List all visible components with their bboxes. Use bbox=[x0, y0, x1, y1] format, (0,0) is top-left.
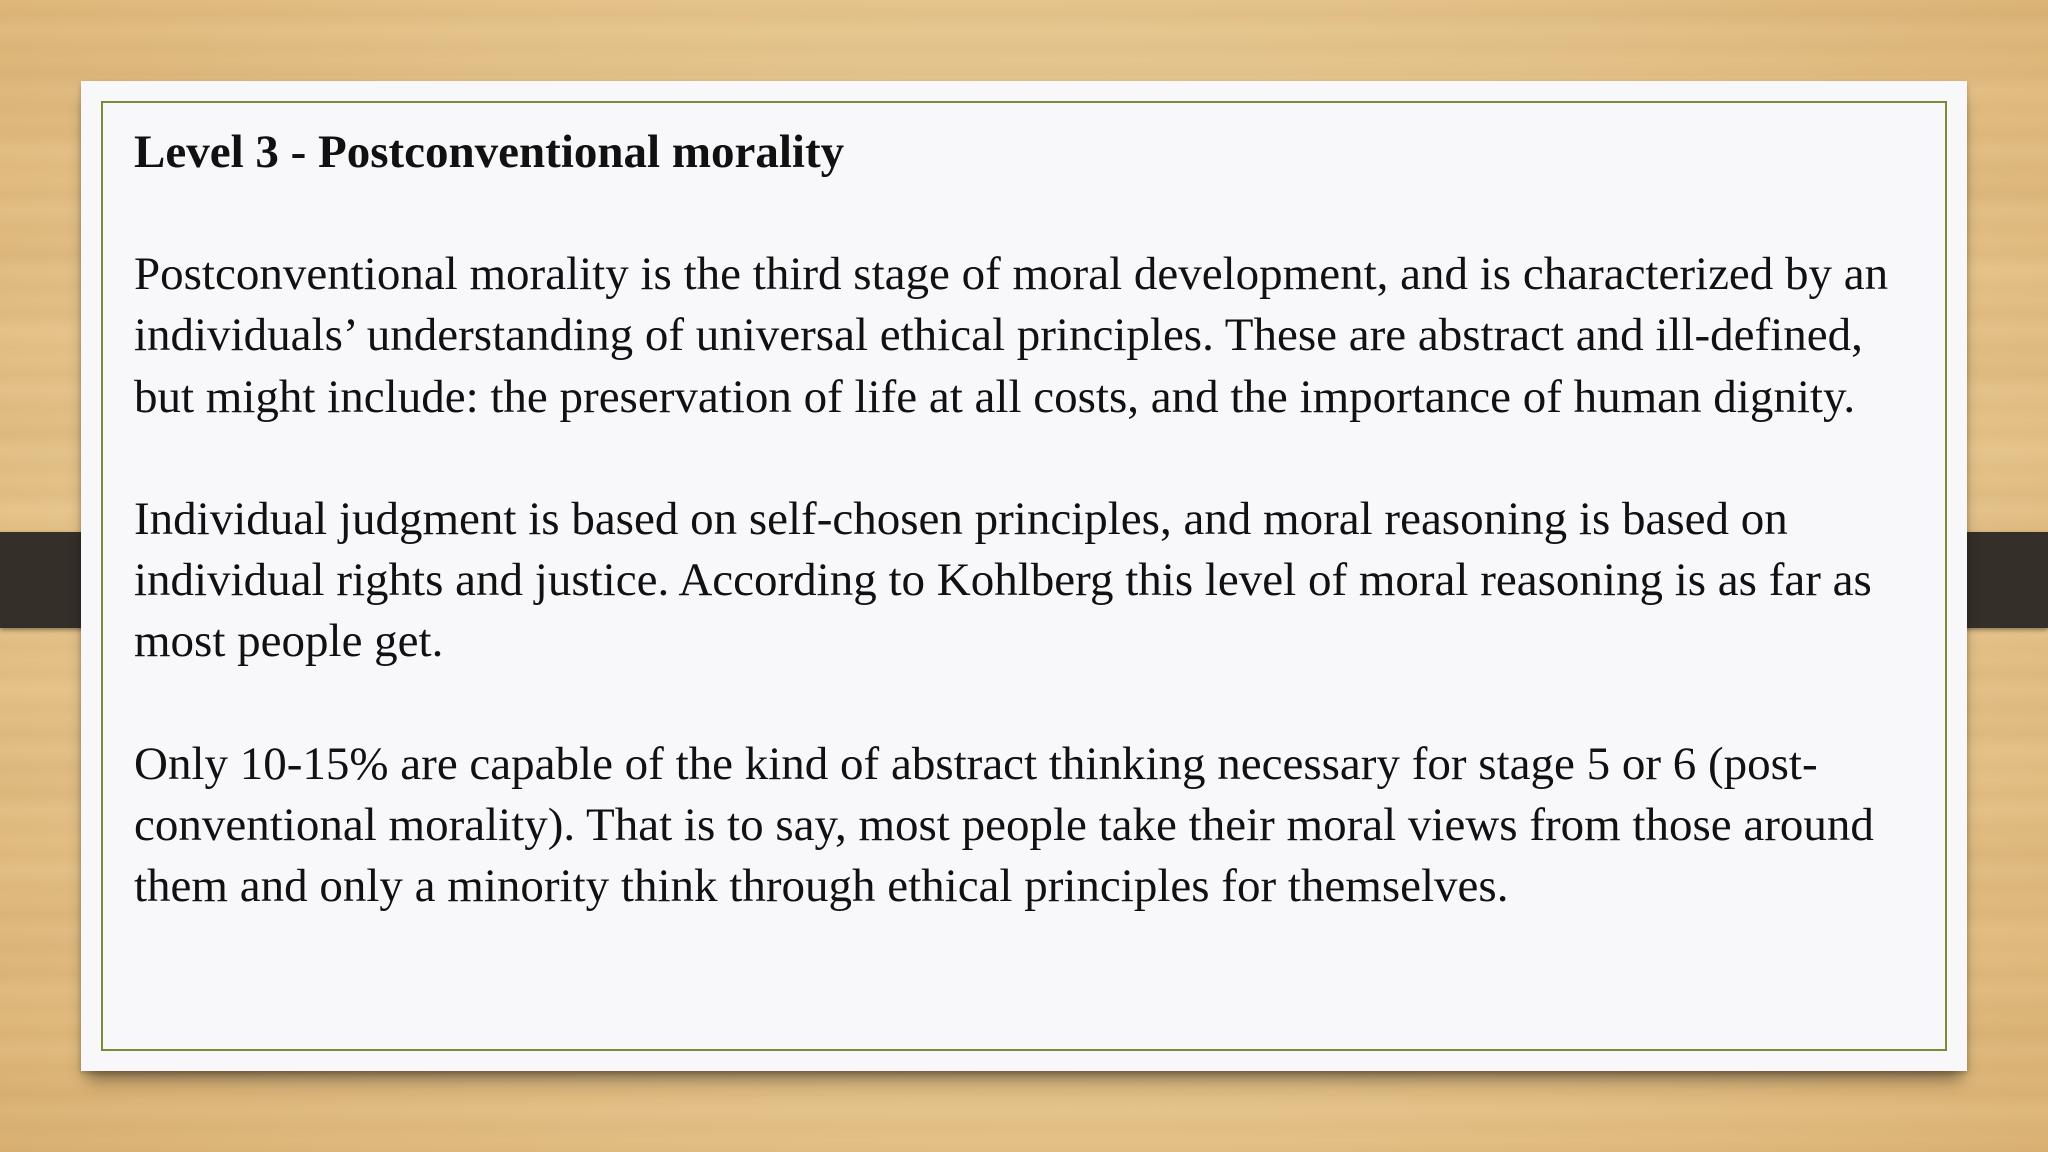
slide-content bbox=[134, 121, 1934, 918]
slide-heading: Level 3 - Postconventional morality bbox=[134, 126, 845, 178]
paragraph-individual-judgment: Individual judgment is based on self-chosen principles, and moral reasoning is based on individual rights and justice. According to Kohlberg this level of moral reasoning is as far as most people get. bbox=[134, 492, 1872, 668]
paragraph-postconventional-definition: Postconventional morality is the third stage of moral development, and is characterized by an individuals’ understanding of universal ethical principles. These are abstract and ill-defined, but might include: the preservation of life at all costs, and the importance of human dignity. bbox=[134, 248, 1889, 423]
paragraph-minority-statistic: Only 10-15% are capable of the kind of abstract thinking necessary for stage 5 or 6 (post-conventional morality). That is to say, most people take their moral views from those around them and only a minority think through ethical principles for themselves. bbox=[134, 737, 1874, 913]
slide-card bbox=[81, 81, 1967, 1071]
